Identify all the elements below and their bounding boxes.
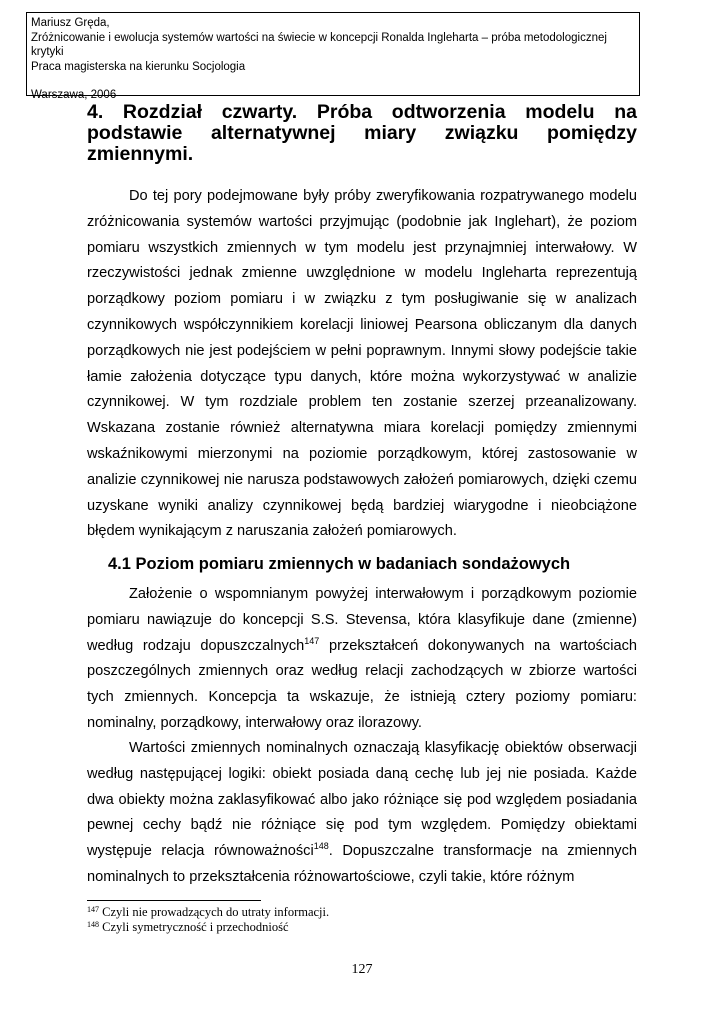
footnotes bbox=[87, 905, 637, 935]
footnote-number: 147 bbox=[87, 905, 99, 914]
header-thesis-title: Zróżnicowanie i ewolucja systemów wartości na świecie w koncepcji Ronalda Ingleharta – próba metodologicznej krytyki bbox=[31, 31, 607, 58]
section-paragraph-2 bbox=[87, 736, 637, 891]
document-header bbox=[26, 12, 640, 101]
footnote-text: Czyli nie prowadzących do utraty informacji. bbox=[99, 905, 330, 919]
footnote-number: 148 bbox=[87, 920, 99, 929]
footnote-item bbox=[87, 920, 637, 935]
page-number: 127 bbox=[351, 962, 373, 977]
header-place-year: Warszawa, 2006 bbox=[31, 89, 117, 101]
paragraph-2-text-b: . Dopuszczalne transformacje na zmiennych nominalnych to przekształcenia różnowartościowe, czyli takie, które różnym bbox=[87, 843, 637, 885]
chapter-title: 4. Rozdział czwarty. Próba odtworzenia modelu na podstawie alternatywnej miary związku pomiędzy zmiennymi. bbox=[87, 101, 637, 165]
section-paragraph-1 bbox=[87, 582, 637, 737]
header-thesis-type: Praca magisterska na kierunku Socjologia bbox=[31, 60, 246, 73]
section-title: 4.1 Poziom pomiaru zmiennych w badaniach sondażowych bbox=[108, 555, 571, 573]
paragraph-2-text-a: Wartości zmiennych nominalnych oznaczają klasyfikację obiektów obserwacji według następującej logiki: obiekt posiada daną cechę lub jej nie posiada. Każde dwa obiekty można zaklasyfikować albo jako różniące się pod względem posiadania pewnej cechy bądź nie różniące się pod tym względem. Pomiędzy obiektami występuje relacja równoważności bbox=[87, 740, 637, 860]
header-author: Mariusz Gręda, bbox=[31, 17, 110, 29]
footnote-ref-147[interactable]: 147 bbox=[304, 635, 320, 646]
footnote-item bbox=[87, 905, 637, 920]
chapter-intro-paragraph: Do tej pory podejmowane były próby zweryfikowania rozpatrywanego modelu zróżnicowania systemów wartości przyjmując (podobnie jak Inglehart), że poziom pomiaru wszystkich zmiennych w tym modelu jest przynajmniej interwałowy. W rzeczywistości jednak zmienne uwzględnione w modelu Ingleharta reprezentują porządkowy poziom pomiaru i w związku z tym posługiwanie się w analizach czynnikowych współczynnikiem korelacji liniowej Pearsona obliczanym dla danych porządkowych nie jest podejściem w pełni poprawnym. Innymi słowy podejście takie łamie założenia dotyczące typu danych, które można wykorzystywać w analizie czynnikowej. W tym rozdziale problem ten zostanie szerzej przeanalizowany. Wskazana zostanie również alternatywna miara korelacji pomiędzy zmiennymi wskaźnikowymi mierzonymi na poziomie porządkowym, której zastosowanie w analizie czynnikowej nie narusza podstawowych założeń pomiarowych, dzięki czemu uzyskane wyniki analizy czynnikowej będą bardziej wiarygodne i nieobciążone błędem wynikającym z naruszania założeń pomiarowych. bbox=[87, 188, 637, 540]
footnote-text: Czyli symetryczność i przechodniość bbox=[99, 920, 289, 934]
footnote-separator bbox=[87, 900, 261, 901]
paragraph-1-text-a: Założenie o wspomnianym powyżej interwałowym i porządkowym poziomie pomiaru nawiązuje do koncepcji S.S. Stevensa, która klasyfikuje dane (zmienne) według rodzaju dopuszczalnych bbox=[87, 586, 637, 654]
paragraph-1-text-b: przekształceń dokonywanych na wartościach poszczególnych zmiennych oraz według relacji zachodzących w zbiorze wartości tych zmiennych. Koncepcja ta wskazuje, że istnieją cztery poziomy pomiaru: nominalny, porządkowy, interwałowy oraz ilorazowy. bbox=[87, 637, 637, 731]
footnote-ref-148[interactable]: 148 bbox=[313, 841, 329, 852]
